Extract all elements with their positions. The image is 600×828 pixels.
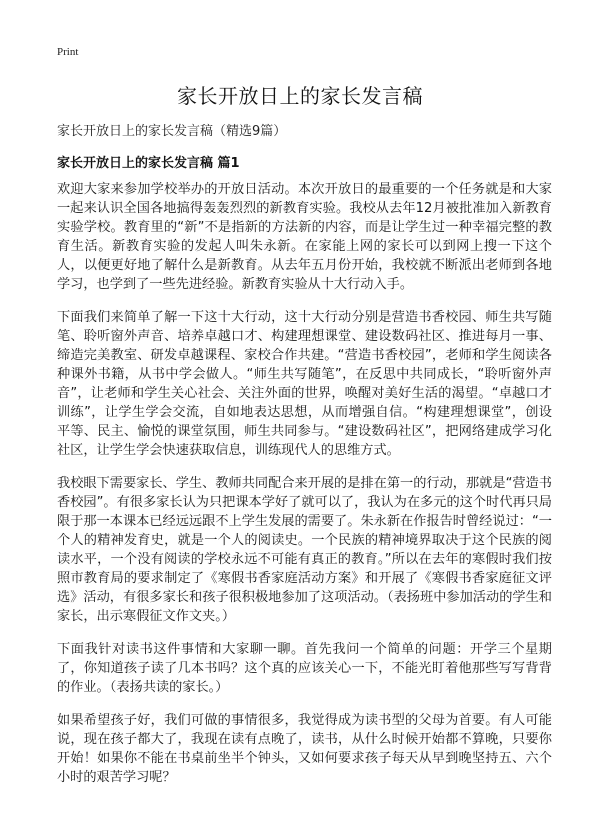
paragraph-2: 下面我们来简单了解一下这十大行动，这十大行动分别是营造书香校园、师生共写随笔、聆听窗外声音、培养卓越口才、构建理想课堂、建设数码社区、推进每月一事、缔造完美教室、研发卓越课程、家校合作共建。“营造书香校园”，老师和学生阅读各种课外书籍，从书中学会做人。“师生共写随笔”，在反思中共同成长，“聆听窗外声音”，让老师和学生关心社会、关注外面的世界，唤醒对美好生活的渴望。“卓越口才训练”，让学生学会交流，自如地表达思想，从而增强自信。“构建理想课堂”，创设平等、民主、愉悦的课堂氛围，师生共同参与。“建设数码社区”，把网络建成学习化社区，让学生学会快速获取信息，训练现代人的思维方式。 xyxy=(57,310,552,458)
paragraph-1: 欢迎大家来参加学校举办的开放日活动。本次开放日的最重要的一个任务就是和大家一起来认识全国各地搞得轰轰烈烈的新教育实验。我校从去年12月被批准加入新教育实验学校。教育里的“新”不是指新的方法新的内容，而是让学生过一种幸福完整的教育生活。新教育实验的发起人叫朱永新。在家能上网的家长可以到网上搜一下这个人，以便更好地了解什么是新教育。从去年五月份开始，我校就不断派出老师到各地学习，也学到了一些先进经验。新教育实验从十大行动入手。 xyxy=(57,182,552,292)
article-body xyxy=(57,180,552,801)
page-title: 家长开放日上的家长发言稿 xyxy=(177,84,423,108)
document-subtitle: 家长开放日上的家长发言稿（精选9篇） xyxy=(57,124,287,139)
paragraph-4: 下面我针对读书这件事情和大家聊一聊。首先我问一个简单的问题：开学三个星期了，你知道孩子读了几本书吗？这个真的应该关心一下，不能光盯着他那些写写背背的作业。（表扬共读的家长。） xyxy=(57,642,552,695)
paragraph-3: 我校眼下需要家长、学生、教师共同配合来开展的是排在第一的行动，那就是“营造书香校园”。有很多家长认为只把课本学好了就可以了，我认为在多元的这个时代再只局限于那一本课本已经远远跟不上学生发展的需要了。朱永新在作报告时曾经说过：“一个人的精神发育史，就是一个人的阅读史。一个民族的精神境界取决于这个民族的阅读水平，一个没有阅读的学校永远不可能有真正的教育。”所以在去年的寒假时我们按照市教育局的要求制定了《寒假书香家庭活动方案》和开展了《寒假书香家庭征文评选》活动，有很多家长和孩子很积极地参加了这项活动。（表扬班中参加活动的学生和家长，出示寒假征文作文夹。） xyxy=(57,476,552,624)
paragraph-5: 如果希望孩子好，我们可做的事情很多，我觉得成为读书型的父母为首要。有人可能说，现在孩子都大了，我现在读有点晚了，读书，从什么时候开始都不算晚，只要你开始！如果你不能在书桌前坐半个钟头，又如何要求孩子每天从早到晚坚持五、六个小时的艰苦学习呢？ xyxy=(57,713,552,785)
print-link[interactable]: Print xyxy=(57,46,79,58)
section-heading: 家长开放日上的家长发言稿 篇1 xyxy=(57,156,240,171)
